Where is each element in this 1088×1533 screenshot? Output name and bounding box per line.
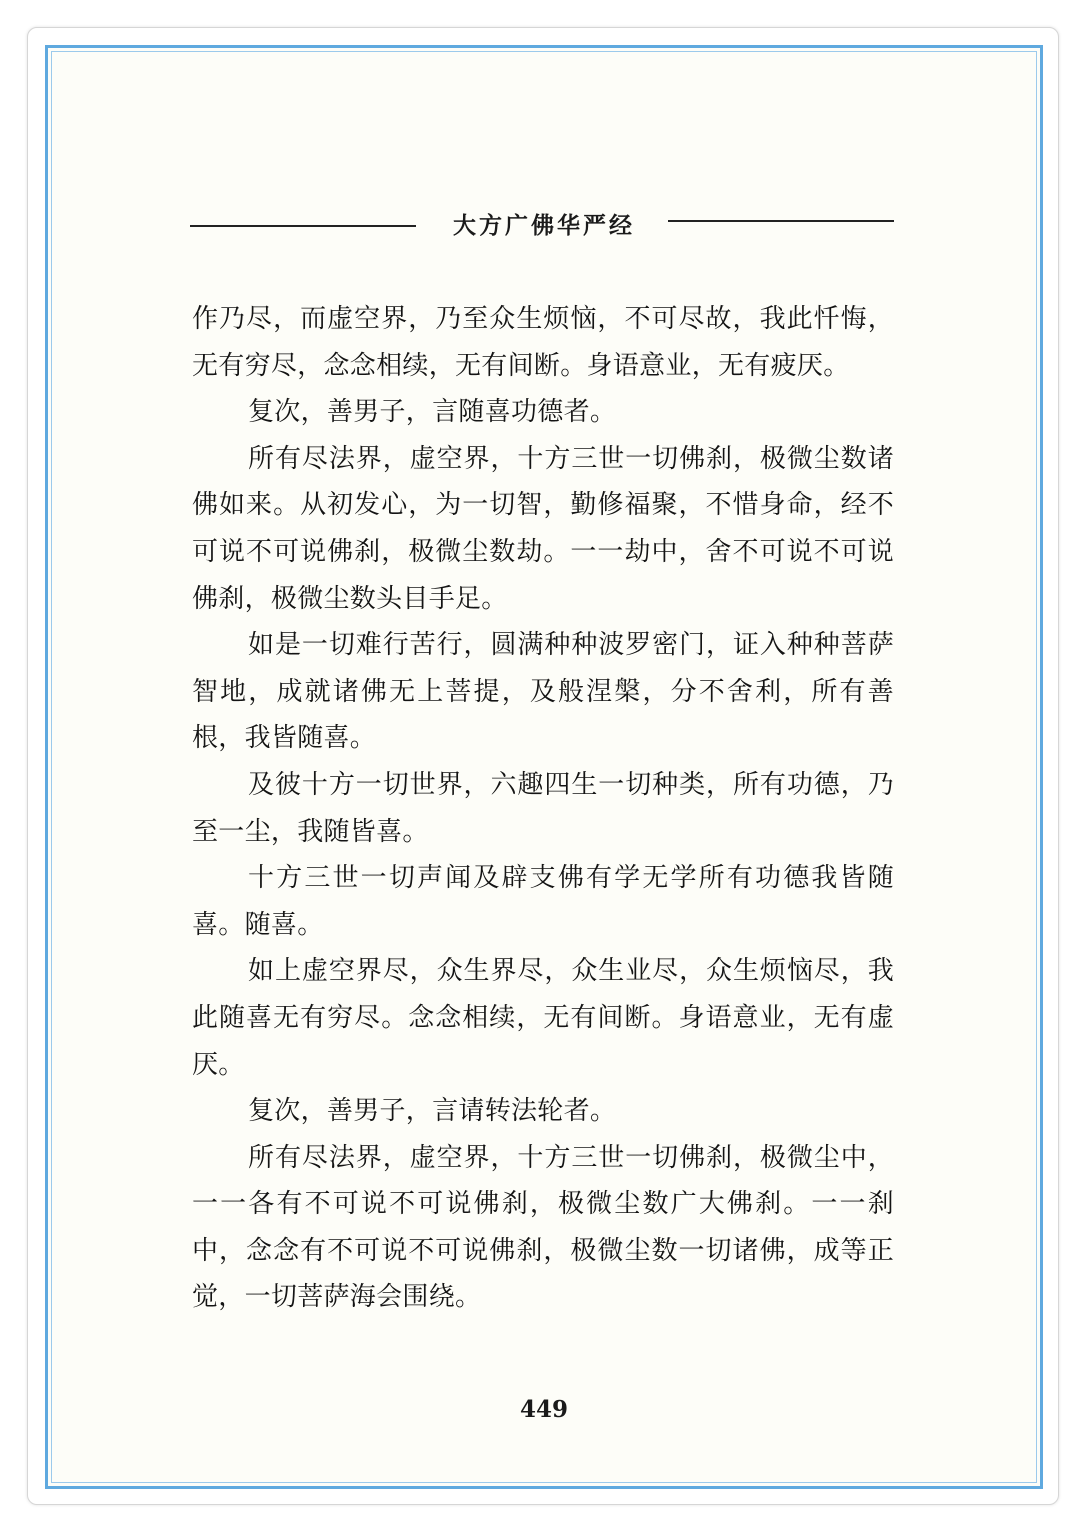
paragraph: 十方三世一切声闻及辟支佛有学无学所有功德我皆随喜。随喜。 xyxy=(192,863,894,940)
body-text xyxy=(192,296,894,1321)
header-rule-left xyxy=(190,225,416,227)
page-number: 449 xyxy=(519,1396,568,1423)
paragraph: 如是一切难行苦行，圆满种种波罗密门，证入种种菩萨智地，成就诸佛无上菩提，及般涅槃，分不舍利，所有善根，我皆随喜。 xyxy=(192,630,894,754)
paragraph: 所有尽法界，虚空界，十方三世一切佛刹，极微尘中，一一各有不可说不可说佛刹，极微尘数广大佛刹。一一刹中，念念有不可说不可说佛刹，极微尘数一切诸佛，成等正觉，一切菩萨海会围绕。 xyxy=(192,1142,894,1313)
paragraph: 复次，善男子，言随喜功德者。 xyxy=(248,397,617,428)
paragraph: 及彼十方一切世界，六趣四生一切种类，所有功德，乃至一尘，我随皆喜。 xyxy=(192,769,894,847)
paragraph: 如上虚空界尽，众生界尽，众生业尽，众生烦恼尽，我此随喜无有穷尽。念念相续，无有间断。身语意业，无有虚厌。 xyxy=(192,956,894,1080)
running-header xyxy=(190,205,894,245)
header-title: 大方广佛华严经 xyxy=(453,212,635,239)
header-rule-right xyxy=(668,220,894,222)
paragraph: 复次，善男子，言请转法轮者。 xyxy=(248,1096,617,1127)
paragraph: 所有尽法界，虚空界，十方三世一切佛刹，极微尘数诸佛如来。从初发心，为一切智，勤修福聚，不惜身命，经不可说不可说佛刹，极微尘数劫。一一劫中，舍不可说不可说佛刹，极微尘数头目手足。 xyxy=(192,443,894,614)
paragraph: 作乃尽，而虚空界，乃至众生烦恼，不可尽故，我此忏悔，无有穷尽，念念相续，无有间断。身语意业，无有疲厌。 xyxy=(192,304,894,381)
